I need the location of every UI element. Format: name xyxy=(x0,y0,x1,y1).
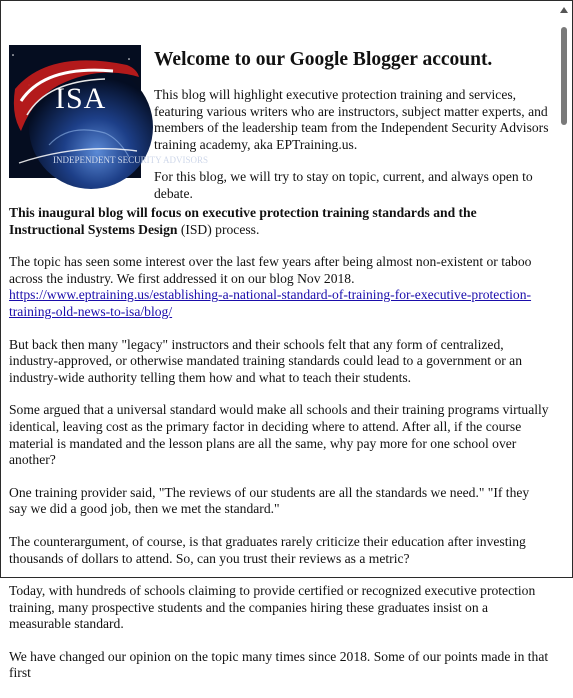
logo-text: ISA xyxy=(55,82,107,115)
blog-intro: This blog will highlight executive protection training and services, featuring various writers who are instructors, subject matter experts, and members of the leadership team from the Independent Security Advisors training academy, aka EPTraining.us. xyxy=(154,87,549,152)
blog-content xyxy=(9,45,549,698)
scrollbar-thumb[interactable] xyxy=(561,27,567,125)
post-paragraph-6: Today, with hundreds of schools claiming to provide certified or recognized executive protection training, many prospective students and the companies hiring these graduates insist on a measurable standard. xyxy=(9,583,536,632)
blog-topic-note: For this blog, we will try to stay on topic, current, and always open to debate. xyxy=(154,169,533,201)
nov-2018-blog-link[interactable]: https://www.eptraining.us/establishing-a-national-standard-of-training-for-executive-protection-training-old-news-to-isa/blog/ xyxy=(9,287,532,319)
blog-header xyxy=(9,45,549,201)
blog-post-body xyxy=(9,205,549,682)
isa-globe-logo xyxy=(9,45,209,178)
post-lead-bold: This inaugural blog will focus on executive protection training standards and the Instructional Systems Design xyxy=(9,205,477,237)
post-paragraph-4: One training provider said, "The reviews of our students are all the standards we need." "If they say we did a good job, then we met the standard." xyxy=(9,484,530,517)
post-paragraph-1-text: The topic has seen some interest over the last few years after being almost non-existent or taboo across the industry. We first addressed it on our blog Nov 2018. xyxy=(9,254,532,286)
post-paragraph-5: The counterargument, of course, is that graduates rarely criticize their education after investing thousands of dollars to attend. So, can you trust their reviews as a metric? xyxy=(9,533,526,566)
vertical-scrollbar[interactable] xyxy=(557,1,571,577)
post-lead-normal: (ISD) process. xyxy=(177,221,260,237)
svg-text:INDEPENDENT SECURITY ADVISORS: INDEPENDENT SECURITY ADVISORS xyxy=(53,155,209,165)
blog-title: Welcome to our Google Blogger account. xyxy=(154,49,493,70)
scroll-up-arrow-icon[interactable] xyxy=(560,7,568,13)
post-paragraph-2: But back then many "legacy" instructors and their schools felt that any form of centralized, industry-approved, or otherwise mandated training standards could lead to a government or an industry-wide authority telling them how and what to teach their students. xyxy=(9,336,523,385)
post-paragraph-1 xyxy=(9,254,549,320)
post-paragraph-3: Some argued that a universal standard would make all schools and their training programs virtually identical, leaving cost as the primary factor in deciding where to attend. After all, if the course material is mandated and the lesson plans are all the same, why pay more for one school over another? xyxy=(9,402,549,468)
header-text xyxy=(154,49,554,219)
post-paragraph-7: We have changed our opinion on the topic many times since 2018. Some of our points made in that first xyxy=(9,648,549,681)
